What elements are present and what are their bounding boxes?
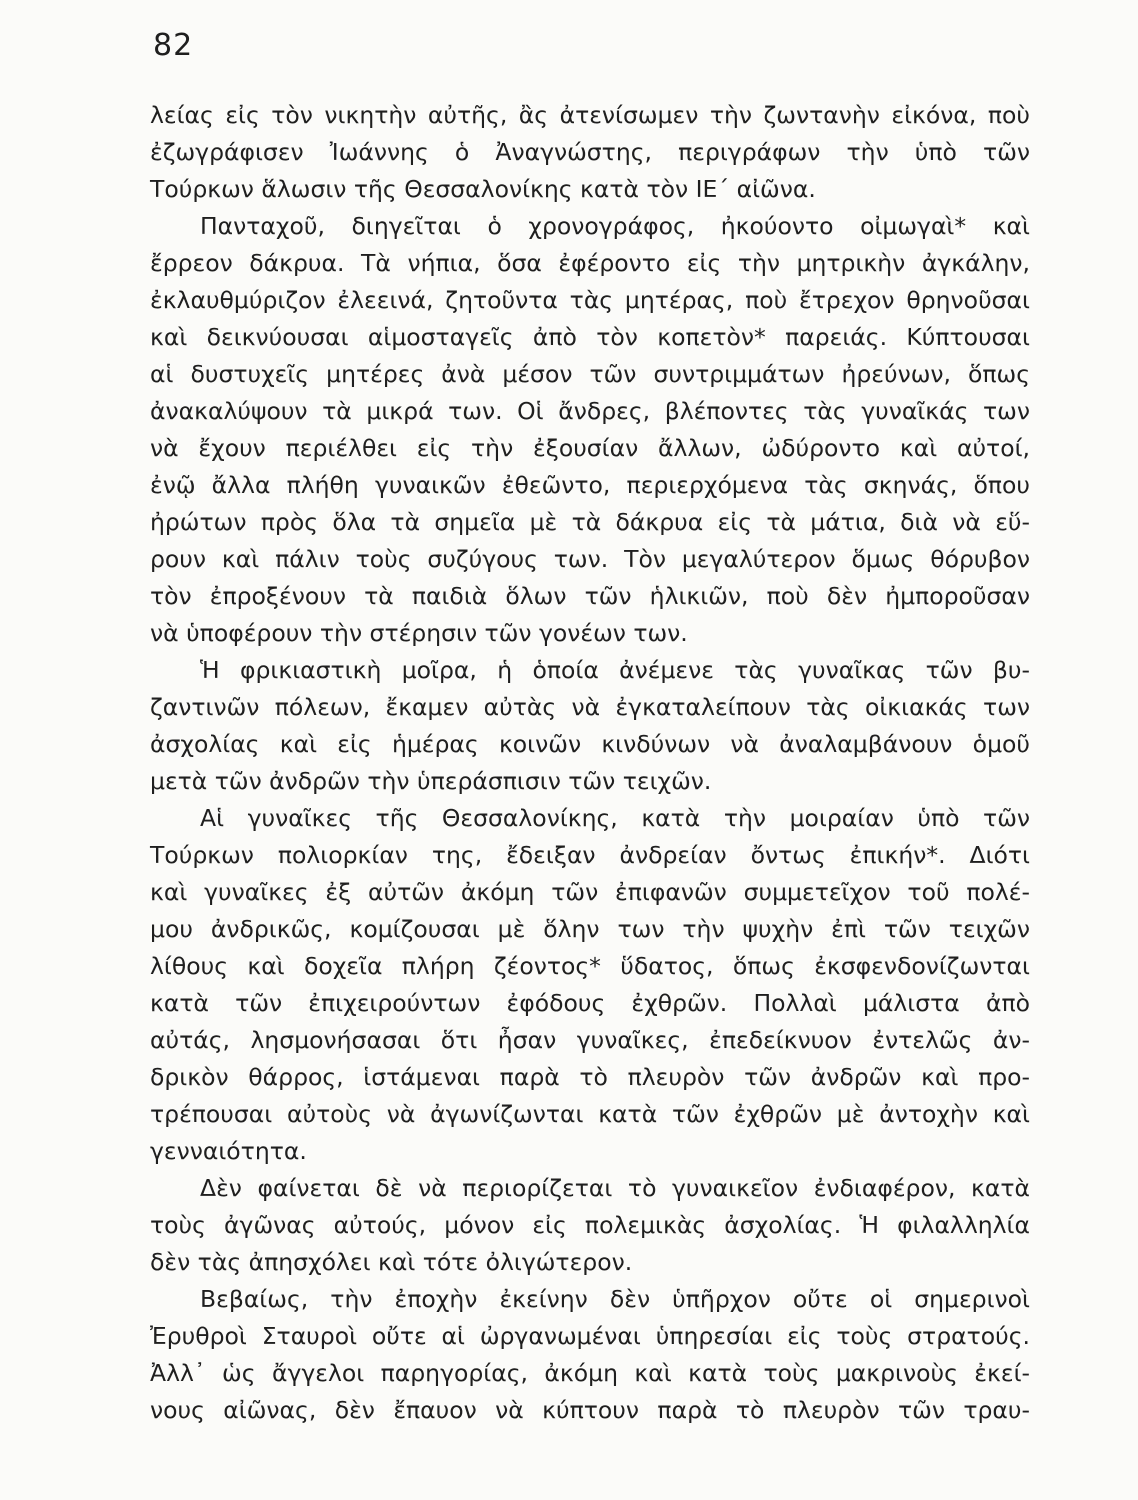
text-line: ἔρρεον δάκρυα. Τὰ νήπια, ὅσα ἐφέροντο εἰς τὴν μητρικὴν ἀγκάλην,	[150, 249, 1030, 277]
text-line: δρικὸν θάρρος, ἱστάμεναι παρὰ τὸ πλευρὸν τῶν ἀνδρῶν καὶ προ-	[150, 1063, 1030, 1091]
text-line: Ἡ φρικιαστικὴ μοῖρα, ἡ ὁποία ἀνέμενε τὰς γυναῖκας τῶν βυ-	[200, 656, 1030, 684]
text-line: νους αἰῶνας, δὲν ἔπαυον νὰ κύπτουν παρὰ τὸ πλευρὸν τῶν τραυ-	[150, 1396, 1030, 1424]
text-line: Βεβαίως, τὴν ἐποχὴν ἐκείνην δὲν ὑπῆρχον οὔτε οἱ σημερινοὶ	[200, 1285, 1030, 1313]
text-line: ἐκλαυθμύριζον ἐλεεινά, ζητοῦντα τὰς μητέρας, ποὺ ἔτρεχον θρηνοῦσαι	[150, 286, 1030, 314]
text-line: λίθους καὶ δοχεῖα πλήρη ζέοντος* ὕδατος, ὅπως ἐκσφενδονίζωνται	[150, 952, 1030, 980]
text-line: Δὲν φαίνεται δὲ νὰ περιορίζεται τὸ γυναικεῖον ἐνδιαφέρον, κατὰ	[200, 1174, 1030, 1202]
text-line: τοὺς ἀγῶνας αὐτούς, μόνον εἰς πολεμικὰς ἀσχολίας. Ἡ φιλαλληλία	[150, 1211, 1030, 1239]
text-line: ζαντινῶν πόλεων, ἔκαμεν αὐτὰς νὰ ἐγκαταλείπουν τὰς οἰκιακάς των	[150, 693, 1030, 721]
text-line: κατὰ τῶν ἐπιχειρούντων ἐφόδους ἐχθρῶν. Πολλαὶ μάλιστα ἀπὸ	[150, 989, 1030, 1017]
text-line: τὸν ἐπροξένουν τὰ παιδιὰ ὅλων τῶν ἡλικιῶν, ποὺ δὲν ἠμποροῦσαν	[150, 582, 1030, 610]
text-line: αὐτάς, λησμονήσασαι ὅτι ἦσαν γυναῖκες, ἐπεδείκνυον ἐντελῶς ἀν-	[150, 1026, 1030, 1054]
text-line: Ἀλλ᾽ ὡς ἄγγελοι παρηγορίας, ἀκόμη καὶ κατὰ τοὺς μακρινοὺς ἐκεί-	[150, 1359, 1030, 1387]
text-line: Τούρκων πολιορκίαν της, ἔδειξαν ἀνδρείαν ὄντως ἐπικήν*. Διότι	[150, 841, 1030, 869]
text-line: τρέπουσαι αὐτοὺς νὰ ἀγωνίζωνται κατὰ τῶν ἐχθρῶν μὲ ἀντοχὴν καὶ	[150, 1100, 1030, 1128]
text-line: δὲν τὰς ἀπησχόλει καὶ τότε ὀλιγώτερον.	[150, 1248, 633, 1276]
text-line: ἀνακαλύψουν τὰ μικρά των. Οἱ ἄνδρες, βλέποντες τὰς γυναῖκάς των	[150, 397, 1030, 425]
text-line: μετὰ τῶν ἀνδρῶν τὴν ὑπεράσπισιν τῶν τειχῶν.	[150, 767, 712, 795]
text-line: ἀσχολίας καὶ εἰς ἡμέρας κοινῶν κινδύνων νὰ ἀναλαμβάνουν ὁμοῦ	[150, 730, 1030, 758]
text-line: ἐζωγράφισεν Ἰωάννης ὁ Ἀναγνώστης, περιγράφων τὴν ὑπὸ τῶν	[150, 138, 1030, 166]
text-line: ρουν καὶ πάλιν τοὺς συζύγους των. Τὸν μεγαλύτερον ὅμως θόρυβον	[150, 545, 1030, 573]
text-line: Ἐρυθροὶ Σταυροὶ οὔτε αἱ ὠργανωμέναι ὑπηρεσίαι εἰς τοὺς στρατούς.	[150, 1322, 1030, 1350]
text-line: Πανταχοῦ, διηγεῖται ὁ χρονογράφος, ἠκούοντο οἰμωγαὶ* καὶ	[200, 212, 1030, 240]
body-text	[150, 97, 1030, 1429]
text-line: Αἱ γυναῖκες τῆς Θεσσαλονίκης, κατὰ τὴν μοιραίαν ὑπὸ τῶν	[200, 804, 1030, 832]
text-line: καὶ δεικνύουσαι αἱμοσταγεῖς ἀπὸ τὸν κοπετὸν* παρειάς. Κύπτουσαι	[150, 323, 1030, 351]
text-line: ἐνῷ ἄλλα πλήθη γυναικῶν ἐθεῶντο, περιερχόμενα τὰς σκηνάς, ὅπου	[150, 471, 1030, 499]
page-number: 82	[153, 28, 194, 63]
text-line: αἱ δυστυχεῖς μητέρες ἀνὰ μέσον τῶν συντριμμάτων ἠρεύνων, ὅπως	[150, 360, 1030, 388]
text-line: καὶ γυναῖκες ἐξ αὐτῶν ἀκόμη τῶν ἐπιφανῶν συμμετεῖχον τοῦ πολέ-	[150, 878, 1030, 906]
text-line: γενναιότητα.	[150, 1137, 307, 1165]
text-line: λείας εἰς τὸν νικητὴν αὐτῆς, ἂς ἀτενίσωμεν τὴν ζωντανὴν εἰκόνα, ποὺ	[150, 101, 1030, 129]
text-line: νὰ ἔχουν περιέλθει εἰς τὴν ἐξουσίαν ἄλλων, ὠδύροντο καὶ αὐτοί,	[150, 434, 1030, 462]
text-line: μου ἀνδρικῶς, κομίζουσαι μὲ ὅλην των τὴν ψυχὴν ἐπὶ τῶν τειχῶν	[150, 915, 1030, 943]
text-line: νὰ ὑποφέρουν τὴν στέρησιν τῶν γονέων των.	[150, 619, 688, 647]
text-line: Τούρκων ἅλωσιν τῆς Θεσσαλονίκης κατὰ τὸν ΙΕ΄ αἰῶνα.	[150, 175, 816, 203]
text-line: ἠρώτων πρὸς ὅλα τὰ σημεῖα μὲ τὰ δάκρυα εἰς τὰ μάτια, διὰ νὰ εὕ-	[150, 508, 1030, 536]
